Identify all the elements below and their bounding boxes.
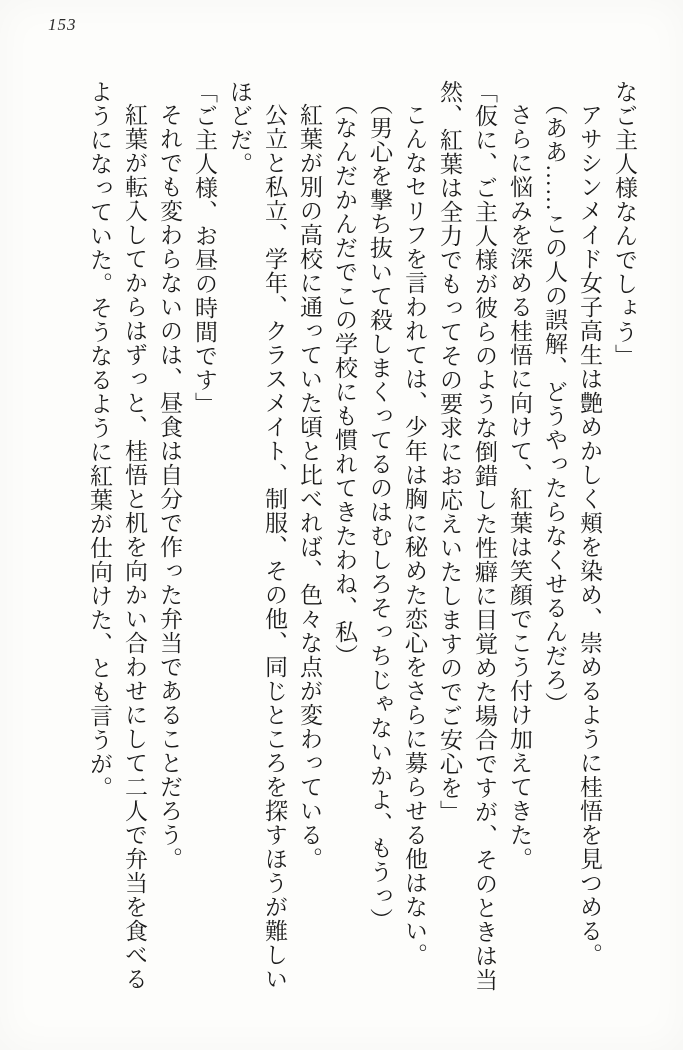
text-line: 紅葉が転入してからはずっと、桂悟と机を向かい合わせにして二人で弁当を食べる (122, 103, 147, 991)
text-line: 公立と私立、学年、クラスメイト、制服、その他、同じところを探すほうが難しい (262, 103, 287, 991)
text-line: 「ご主人様、お昼の時間です」 (192, 80, 217, 416)
text-line: なご主人様なんでしょう」 (612, 80, 637, 368)
text-line: （男心を撃ち抜いて殺しまくってるのはむしろそっちじゃないかよ、もうっ） (367, 91, 392, 932)
text-line: それでも変わらないのは、昼食は自分で作った弁当であることだろう。 (157, 103, 182, 871)
text-line: さらに悩みを深める桂悟に向けて、紅葉は笑顔でこう付け加えてきた。 (507, 103, 532, 871)
page-number: 153 (48, 15, 77, 34)
text-line: アサシンメイド女子高生は艶めかしく頬を染め、崇めるように桂悟を見つめる。 (577, 103, 602, 967)
text-line: こんなセリフを言われては、少年は胸に秘めた恋心をさらに募らせる他はない。 (402, 103, 427, 967)
text-line: ようになっていた。そうなるように紅葉が仕向けた、とも言うが。 (87, 80, 112, 800)
text-line: （なんだかんだでこの学校にも慣れてきたわね、私） (332, 91, 357, 668)
text-line: ほどだ。 (227, 80, 252, 176)
text-line: 「仮に、ご主人様が彼らのような倒錯した性癖に目覚めた場合ですが、そのときは当 (472, 80, 497, 992)
text-line: 紅葉が別の高校に通っていた頃と比べれば、色々な点が変わっている。 (297, 103, 322, 871)
text-line: 然、紅葉は全力でもってその要求にお応えいたしますのでご安心を」 (437, 80, 462, 824)
text-area (78, 80, 642, 1014)
text-line: （ああ……この人の誤解、どうやったらなくせるんだろ） (542, 91, 567, 716)
